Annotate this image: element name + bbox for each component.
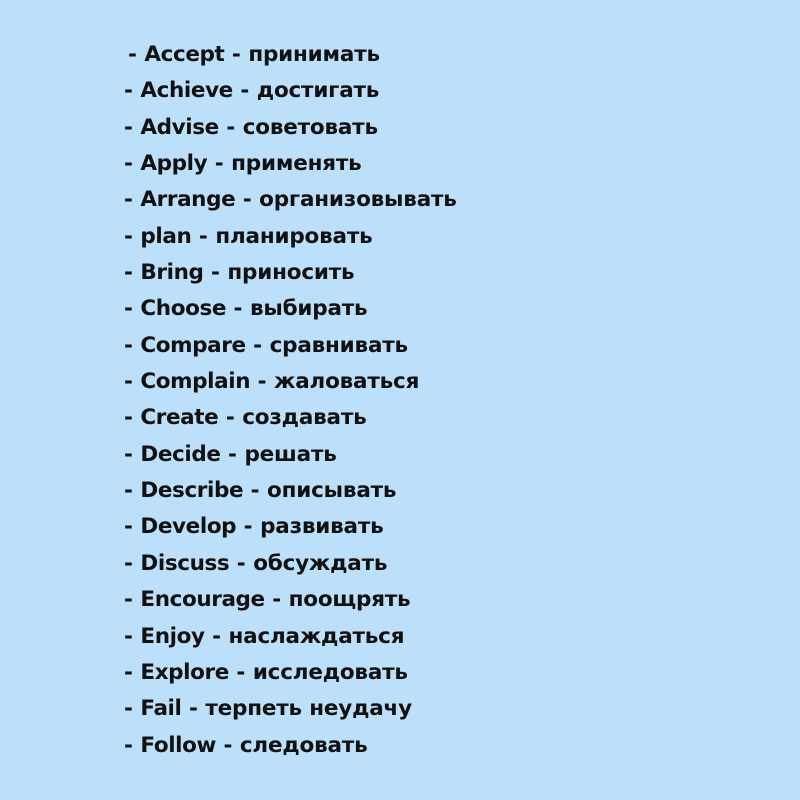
separator-dash: - — [207, 151, 232, 177]
russian-translation: обсуждать — [253, 550, 388, 576]
russian-translation: описывать — [267, 478, 397, 504]
russian-translation: приносить — [227, 260, 355, 286]
item-entry — [124, 146, 362, 182]
item-entry — [124, 182, 457, 218]
item-dash: - — [124, 441, 141, 467]
russian-translation: развивать — [260, 514, 384, 540]
item-dash: - — [124, 260, 141, 286]
item-dash: - — [124, 405, 141, 431]
item-dash: - — [124, 114, 141, 140]
english-word: Fail — [140, 696, 182, 722]
item-entry — [124, 364, 419, 400]
russian-translation: сравнивать — [269, 332, 408, 358]
item-dash: - — [124, 550, 141, 576]
russian-translation: следовать — [239, 732, 368, 758]
separator-dash: - — [229, 550, 254, 576]
english-word: plan — [140, 223, 192, 249]
russian-translation: жаловаться — [274, 369, 420, 395]
item-entry — [124, 437, 337, 473]
separator-dash: - — [191, 223, 216, 249]
separator-dash: - — [232, 78, 257, 104]
russian-translation: выбирать — [249, 296, 368, 322]
english-word: Develop — [140, 514, 237, 540]
item-entry — [124, 110, 378, 146]
russian-translation: поощрять — [288, 587, 411, 613]
russian-translation: достигать — [256, 78, 380, 104]
item-dash: - — [124, 587, 141, 613]
item-entry — [124, 546, 387, 582]
russian-translation: принимать — [248, 42, 380, 67]
english-word: Discuss — [140, 550, 230, 576]
english-word: Compare — [140, 332, 246, 358]
item-entry — [124, 473, 396, 509]
english-word: Apply — [140, 151, 208, 177]
russian-translation: наслаждаться — [228, 623, 405, 649]
separator-dash: - — [245, 332, 270, 358]
english-word: Achieve — [140, 78, 233, 104]
separator-dash: - — [235, 187, 260, 213]
english-word: Encourage — [140, 587, 265, 613]
russian-translation: создавать — [242, 405, 367, 431]
item-dash: - — [124, 187, 141, 213]
separator-dash: - — [218, 405, 243, 431]
item-dash: - — [124, 78, 141, 104]
english-word: Choose — [140, 296, 227, 322]
item-dash: - — [124, 623, 141, 649]
russian-translation: советовать — [242, 114, 378, 140]
english-word: Enjoy — [140, 623, 205, 649]
item-dash: - — [124, 514, 141, 540]
item-dash: - — [124, 151, 141, 177]
english-word: Create — [140, 405, 219, 431]
english-word: Bring — [140, 260, 204, 286]
item-dash: - — [124, 478, 141, 504]
separator-dash: - — [264, 587, 289, 613]
item-dash: - — [124, 659, 141, 685]
separator-dash: - — [181, 696, 206, 722]
item-entry — [124, 73, 379, 109]
english-word: Advise — [140, 114, 219, 140]
separator-dash: - — [224, 42, 249, 67]
item-entry — [124, 255, 354, 291]
item-entry — [124, 691, 412, 727]
separator-dash: - — [243, 478, 268, 504]
english-word: Follow — [140, 732, 216, 758]
russian-translation: решать — [244, 441, 337, 467]
english-word: Decide — [140, 441, 221, 467]
russian-translation: терпеть неудачу — [205, 696, 412, 722]
item-dash: - — [124, 296, 141, 322]
separator-dash: - — [215, 732, 240, 758]
separator-dash: - — [226, 296, 250, 322]
separator-dash: - — [204, 623, 229, 649]
item-entry — [124, 291, 367, 327]
separator-dash: - — [203, 260, 228, 286]
item-entry — [128, 37, 380, 73]
item-entry — [124, 655, 408, 691]
item-dash: - — [124, 223, 141, 249]
english-word: Arrange — [140, 187, 236, 213]
item-entry — [124, 400, 367, 436]
separator-dash: - — [220, 441, 245, 467]
item-dash: - — [124, 332, 141, 358]
item-dash: - — [124, 696, 141, 722]
item-dash: - — [124, 732, 141, 758]
english-word: Explore — [140, 659, 229, 685]
item-entry — [124, 328, 408, 364]
item-dash: - — [128, 42, 145, 67]
separator-dash: - — [236, 514, 261, 540]
english-word: Complain — [140, 369, 251, 395]
separator-dash: - — [250, 369, 275, 395]
item-entry — [124, 728, 367, 764]
item-entry — [124, 582, 410, 618]
separator-dash: - — [218, 114, 243, 140]
english-word: Accept — [144, 42, 225, 67]
item-entry — [124, 219, 372, 255]
separator-dash: - — [228, 659, 253, 685]
russian-translation: применять — [231, 151, 362, 177]
item-entry — [124, 619, 404, 655]
russian-translation: планировать — [215, 223, 373, 249]
english-word: Describe — [140, 478, 244, 504]
russian-translation: исследовать — [252, 659, 408, 685]
item-dash: - — [124, 369, 141, 395]
russian-translation: организовывать — [259, 187, 457, 213]
item-entry — [124, 509, 384, 545]
